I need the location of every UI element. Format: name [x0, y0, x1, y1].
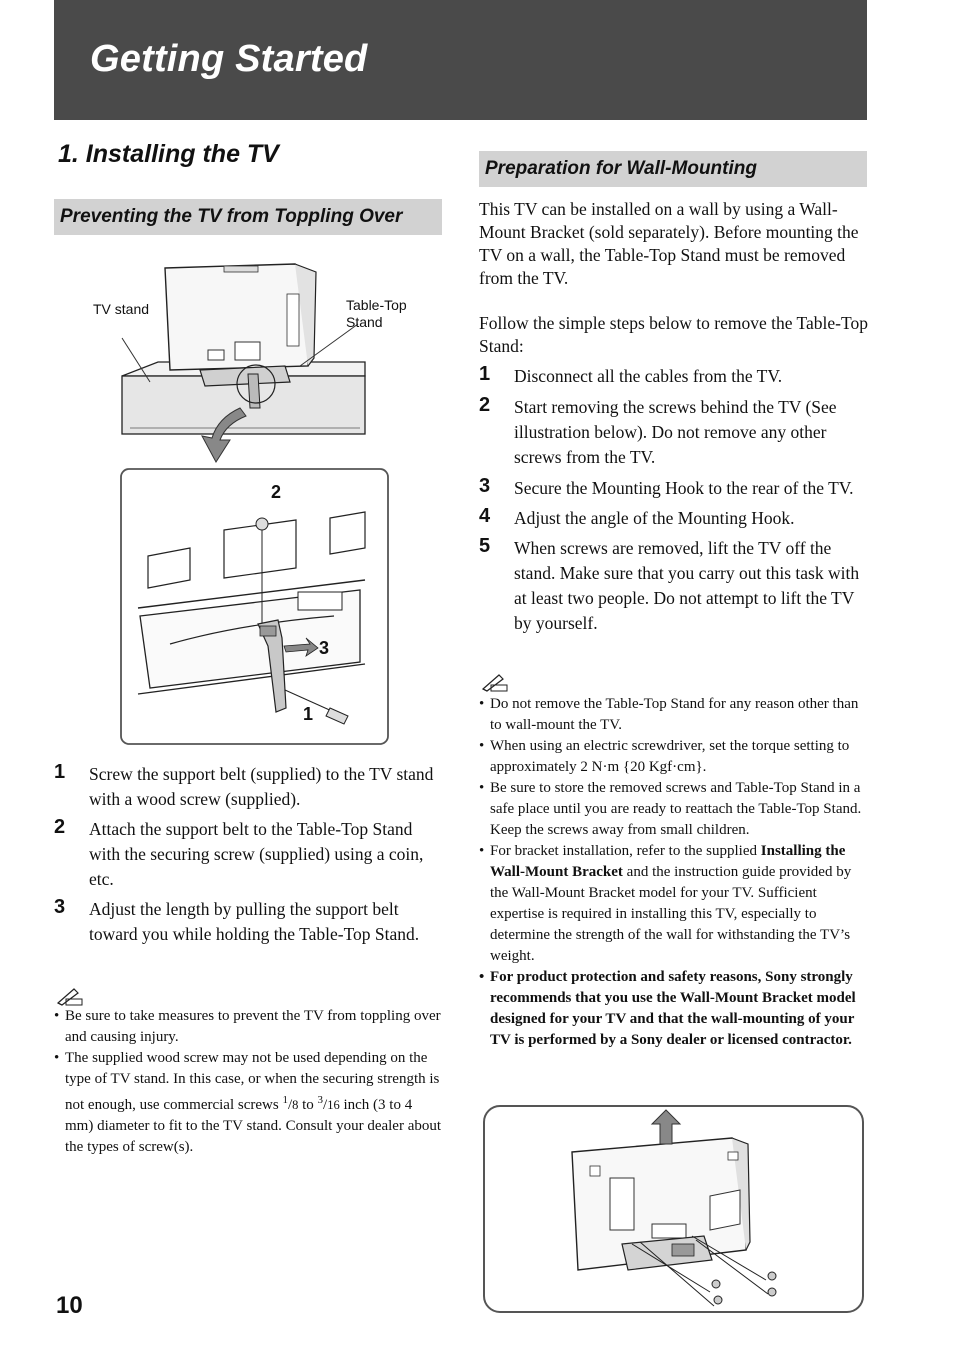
list-item: 3 Secure the Mounting Hook to the rear of the TV.	[479, 475, 854, 498]
list-item: • For bracket installation, refer to the supplied Installing the Wall-Mount Bracket and the instruction guide provided by the Wall-Mount Bracket model for your TV. Sufficient expertise is required in installing this TV, especially to determine the strength of the wall for withstanding the TV’s weight.	[479, 841, 869, 967]
tv-on-stand-illustration	[90, 258, 430, 468]
callout-3: 3	[319, 638, 330, 658]
left-steps-list	[54, 762, 442, 947]
chapter-title: Getting Started	[90, 38, 368, 80]
chapter-banner	[54, 0, 867, 120]
support-belt-detail-illustration	[120, 468, 390, 746]
list-item: • For product protection and safety reasons, Sony strongly recommends that you use the Wall-Mount Bracket model designed for your TV and that the wall-mounting of your TV is performed by a Sony dealer or licensed contractor.	[479, 967, 869, 1051]
section-title: 1. Installing the TV	[58, 140, 279, 168]
right-notes-list	[479, 694, 869, 1051]
intro-paragraph: This TV can be installed on a wall by using a Wall-Mount Bracket (sold separately). Before mounting the TV on a wall, the Table-Top Stand must be removed from the TV.	[479, 199, 859, 288]
right-steps-list	[479, 364, 869, 636]
list-item: 2 Attach the support belt to the Table-Top Stand with the securing screw (supplied) using a coin, etc.	[54, 816, 424, 889]
list-item: • The supplied wood screw may not be used depending on the type of TV stand. In this case, or when the securing strength is not enough, use commercial screws $^1$/8 to $^3$/16 inch (3 to 4 mm) diameter to fit to the TV stand. Consult your dealer about the types of screw(s).	[54, 1048, 442, 1158]
list-item: 2 Start removing the screws behind the TV (See illustration below). Do not remove any other screws from the TV.	[479, 394, 837, 467]
list-item: • When using an electric screwdriver, set the torque setting to approximately 2 N·m {20 Kgf·cm}.	[479, 736, 869, 778]
callout-1: 1	[303, 704, 314, 724]
tv-stand-label: TV stand	[93, 301, 150, 317]
callout-2: 2	[271, 482, 282, 502]
list-item: • Be sure to store the removed screws and Table-Top Stand in a safe place until you are ready to reattach the Table-Top Stand. Keep the screws away from small children.	[479, 778, 869, 841]
list-item: 4 Adjust the angle of the Mounting Hook.	[479, 505, 795, 528]
list-item: 1 Disconnect all the cables from the TV.	[479, 363, 783, 386]
table-top-stand-label: Table-Top Stand	[346, 297, 407, 330]
list-item: 1 Screw the support belt (supplied) to the TV stand with a wood screw (supplied).	[54, 761, 434, 809]
list-item: 5 When screws are removed, lift the TV off the stand. Make sure that you carry out this task with at least two people. Do not attempt to lift the TV by yourself.	[479, 535, 860, 633]
right-heading: Preparation for Wall-Mounting	[479, 151, 867, 187]
remove-stand-illustration	[482, 1104, 866, 1316]
list-item: 3 Adjust the length by pulling the support belt toward you while holding the Table-Top Stand.	[54, 896, 420, 944]
left-notes-list	[54, 1006, 442, 1158]
follow-paragraph: Follow the simple steps below to remove the Table-Top Stand:	[479, 313, 868, 356]
page-number: 10	[56, 1292, 83, 1319]
note-pencil-icon	[56, 985, 86, 1007]
list-item: • Be sure to take measures to prevent the TV from toppling over and causing injury.	[54, 1006, 442, 1048]
list-item: • Do not remove the Table-Top Stand for any reason other than to wall-mount the TV.	[479, 694, 869, 736]
left-heading: Preventing the TV from Toppling Over	[54, 199, 442, 235]
note-pencil-icon	[481, 671, 511, 693]
